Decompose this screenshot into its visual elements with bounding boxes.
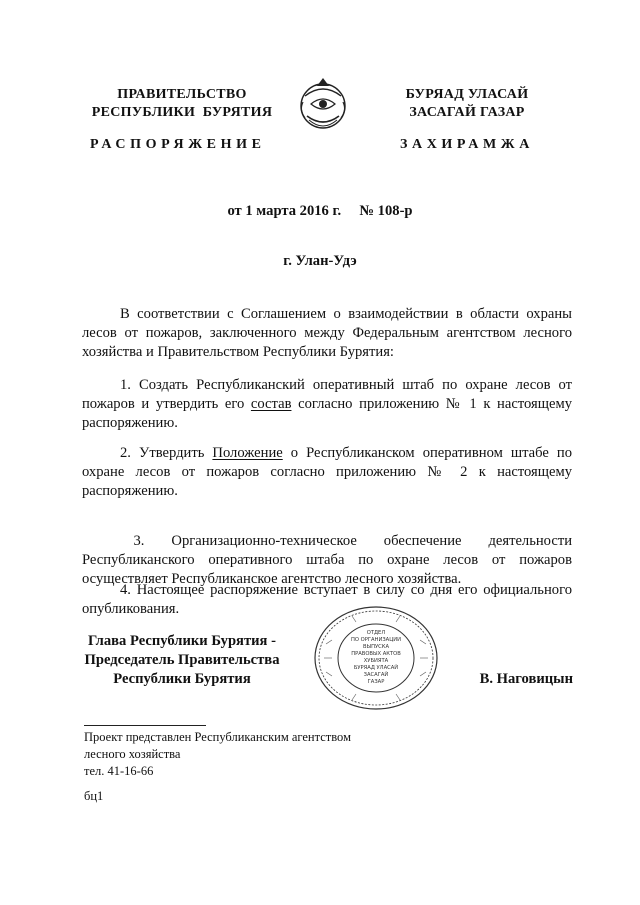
intro-text: В соответствии с Соглашением о взаимодействии в области охраны лесов от пожаров, заключенного между Федеральным агентством лесного хозяйства и Правительством Республики Бурятия: (82, 306, 572, 360)
item-3-text: 3. Организационно-техническое обеспечение деятельности Республиканского оперативного штаба по охране лесов от пожаров осуществляет Республиканское агентство лесного хозяйства. (82, 533, 576, 587)
item-1-text-before: 1. Создать Республиканский оперативный штаб по охране лесов от пожаров и утвердить его (82, 377, 572, 412)
item-4-text: 4. Настоящее распоряжение вступает в силу со дня его официального опубликования. (82, 582, 572, 617)
header-right-line2: ЗАСАГАЙ ГАЗАР (409, 105, 525, 120)
header-left-doc-type: РАСПОРЯЖЕНИЕ (90, 137, 266, 152)
emblem-icon (295, 74, 351, 134)
svg-text:ЗАСАГАЙ: ЗАСАГАЙ (363, 672, 389, 678)
header-right-doc-type: ЗАХИРАМЖА (400, 137, 534, 152)
date-number: от 1 марта 2016 г. № 108-р (227, 203, 413, 219)
header-right-line1: БУРЯАД УЛАСАЙ (405, 87, 529, 102)
item-2-link[interactable]: Положение (212, 445, 283, 461)
footer-note-line1: Проект представлен Республиканским агентством (84, 730, 351, 744)
footer-note (84, 729, 464, 780)
footer-divider (84, 725, 206, 726)
signatory-position-line1: Глава Республики Бурятия - (88, 633, 276, 649)
item-3-paragraph (82, 513, 576, 589)
svg-text:ОТДЕЛ: ОТДЕЛ (366, 630, 386, 636)
svg-text:ХУБИЯТА: ХУБИЯТА (363, 658, 389, 664)
signatory-position-line2: Председатель Правительства (84, 652, 280, 668)
svg-text:ВЫПУСКА: ВЫПУСКА (362, 644, 390, 650)
header-left-line1: ПРАВИТЕЛЬСТВО (117, 87, 247, 102)
item-2-text-before: 2. Утвердить (120, 445, 213, 461)
item-2-text-after: о Республиканском оперативном штабе по охране лесов от пожаров согласно приложению № 2 к настоящему распоряжению. (82, 445, 572, 499)
official-stamp (312, 604, 440, 712)
header-left-org (82, 86, 282, 122)
svg-text:ГАЗАР: ГАЗАР (367, 679, 385, 685)
city: г. Улан-Удэ (283, 253, 357, 269)
footer-note-line2: лесного хозяйства (84, 747, 181, 761)
item-1-paragraph (82, 376, 572, 433)
signatory-position (82, 632, 282, 689)
item-1-text-after: согласно приложению № 1 к настоящему распоряжению. (82, 396, 572, 431)
header-right-org (382, 86, 552, 122)
item-2-paragraph (82, 444, 572, 501)
footer-phone: тел. 41-16-66 (84, 764, 154, 778)
intro-paragraph (82, 305, 572, 362)
svg-text:ПРАВОВЫХ АКТОВ: ПРАВОВЫХ АКТОВ (351, 651, 401, 657)
svg-text:ПО ОРГАНИЗАЦИИ: ПО ОРГАНИЗАЦИИ (350, 637, 402, 643)
signatory-name: В. Наговицын (479, 671, 573, 687)
header-left-line2: РЕСПУБЛИКИ БУРЯТИЯ (91, 105, 273, 120)
svg-text:БУРЯАД УЛАСАЙ: БУРЯАД УЛАСАЙ (353, 665, 399, 671)
footer-code: бц1 (84, 789, 104, 803)
item-1-link[interactable]: состав (250, 396, 292, 412)
signatory-position-line3: Республики Бурятия (113, 671, 251, 687)
